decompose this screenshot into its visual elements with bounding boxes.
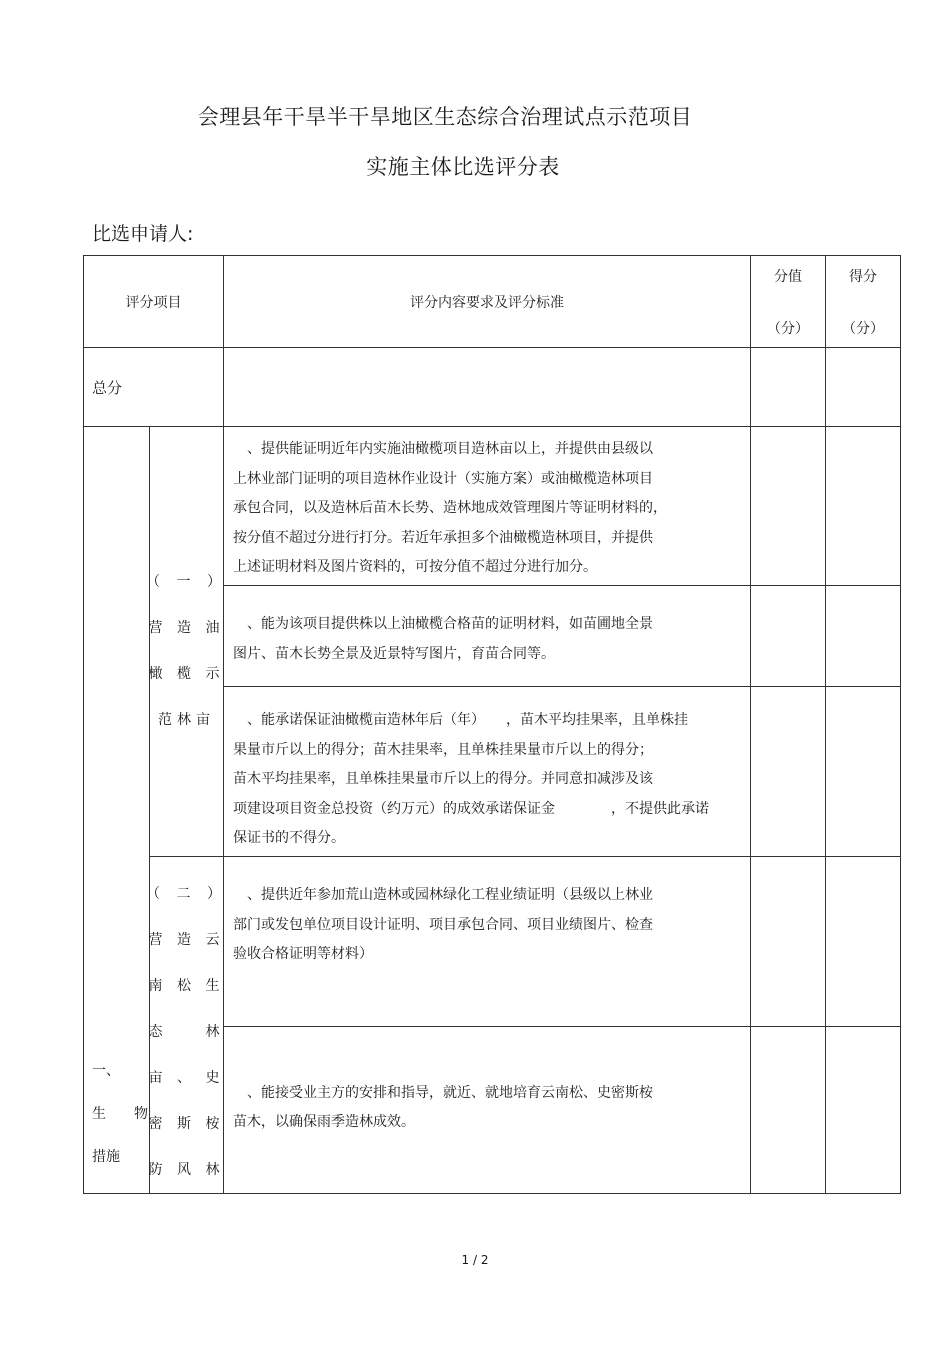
criteria-line: 上述证明材料及图片资料的，可按分值不超过分进行加分。	[233, 559, 597, 575]
criteria-line: 项建设项目资金总投资（约万元）的成效承诺保证金 ，不提供此承诺	[233, 800, 709, 817]
score-got-cell[interactable]	[826, 427, 901, 586]
subcategory-line: （ 二 ）	[146, 886, 227, 902]
criteria-line: 验收合格证明等材料）	[233, 946, 373, 962]
criteria-cell	[224, 586, 751, 687]
subcategory-line: 营 造 油	[148, 620, 225, 636]
total-row	[84, 348, 901, 427]
subcategory-line: （ 一 ）	[146, 574, 227, 590]
score-value-cell[interactable]	[751, 1026, 826, 1193]
criteria-line: 果量市斤以上的得分；苗木挂果率，且单株挂果量市斤以上的得分；	[233, 741, 653, 758]
subcategory-cell-2	[146, 857, 227, 1194]
subcategory-line: 态 林	[148, 1024, 225, 1040]
score-got-cell[interactable]	[826, 1026, 901, 1193]
score-got-cell[interactable]	[826, 586, 901, 687]
total-label: 总分	[92, 378, 123, 397]
header-score-value-cell	[751, 256, 826, 348]
score-got-cell[interactable]	[826, 857, 901, 1027]
subcategory-cell-1	[146, 427, 227, 857]
subcategory-line: 营 造 云	[148, 932, 225, 948]
applicant-label: 比选申请人:	[92, 223, 194, 245]
score-value-cell[interactable]	[751, 687, 826, 857]
criteria-cell	[224, 1026, 751, 1193]
header-score-value: 分值	[774, 268, 802, 285]
criteria-line: 按分值不超过分进行打分。若近年承担多个油橄榄造林项目，并提供	[233, 529, 653, 546]
category-line: 一、	[92, 1063, 120, 1079]
page-number: 1 / 2	[461, 1253, 489, 1267]
table-row	[84, 427, 901, 586]
criteria-cell	[224, 857, 751, 1027]
criteria-line: 、能为该项目提供株以上油橄榄合格苗的证明材料，如苗圃地全景	[233, 616, 653, 632]
header-score-got: 得分	[849, 268, 877, 285]
criteria-line: 、提供能证明近年内实施油橄榄项目造林亩以上，并提供由县级以	[233, 441, 653, 457]
header-row	[84, 256, 901, 348]
total-content-cell	[224, 348, 751, 427]
subcategory-line: 范林亩	[158, 712, 215, 728]
criteria-line: 上林业部门证明的项目造林作业设计（实施方案）或油橄榄造林项目	[233, 470, 653, 487]
criteria-line: 、能承诺保证油橄榄亩造林年后（年） ，苗木平均挂果率，且单株挂	[233, 712, 688, 728]
header-item-cell	[84, 256, 224, 348]
doc-title-line1: 会理县年干旱半干旱地区生态综合治理试点示范项目	[197, 105, 693, 129]
subcategory-line: 密 斯 桉	[148, 1116, 225, 1132]
subcategory-line: 防 风 林	[148, 1162, 225, 1178]
category-line: 措施	[92, 1149, 120, 1165]
criteria-line: 承包合同，以及造林后苗木长势、造林地成效管理图片等证明材料的，	[233, 500, 667, 516]
total-score-value-cell[interactable]	[751, 348, 826, 427]
category-cell	[84, 427, 150, 1194]
criteria-line: 苗木平均挂果率，且单株挂果量市斤以上的得分。并同意扣减涉及该	[233, 771, 653, 787]
criteria-line: 、能接受业主方的安排和指导，就近、就地培育云南松、史密斯桉	[233, 1084, 653, 1101]
subcategory-line: 橄 榄 示	[148, 666, 225, 682]
criteria-line: 部门或发包单位项目设计证明、项目承包合同、项目业绩图片、检查	[233, 916, 653, 933]
criteria-line: 苗木，以确保雨季造林成效。	[233, 1114, 415, 1131]
criteria-cell	[224, 427, 751, 586]
total-label-cell	[84, 348, 224, 427]
doc-title-line2: 实施主体比选评分表	[366, 155, 560, 179]
score-got-cell[interactable]	[826, 687, 901, 857]
header-score-value-unit: （分）	[767, 320, 809, 337]
total-score-got-cell[interactable]	[826, 348, 901, 427]
score-value-cell[interactable]	[751, 427, 826, 586]
subcategory-line: 南 松 生	[148, 978, 225, 994]
score-value-cell[interactable]	[751, 857, 826, 1027]
subcategory-line: 亩 、 史	[148, 1070, 225, 1086]
score-value-cell[interactable]	[751, 586, 826, 687]
header-score-got-cell	[826, 256, 901, 348]
criteria-line: 图片、苗木长势全景及近景特写图片，育苗合同等。	[233, 645, 555, 662]
header-item: 评分项目	[125, 294, 182, 311]
score-table	[83, 255, 901, 1194]
header-content: 评分内容要求及评分标准	[410, 294, 564, 311]
category-line: 生 物	[92, 1106, 148, 1122]
header-content-cell	[224, 256, 751, 348]
criteria-line: 保证书的不得分。	[233, 830, 345, 846]
header-score-got-unit: （分）	[842, 320, 884, 337]
table-row	[84, 857, 901, 1027]
criteria-cell	[224, 687, 751, 857]
criteria-line: 、提供近年参加荒山造林或园林绿化工程业绩证明（县级以上林业	[233, 887, 653, 903]
